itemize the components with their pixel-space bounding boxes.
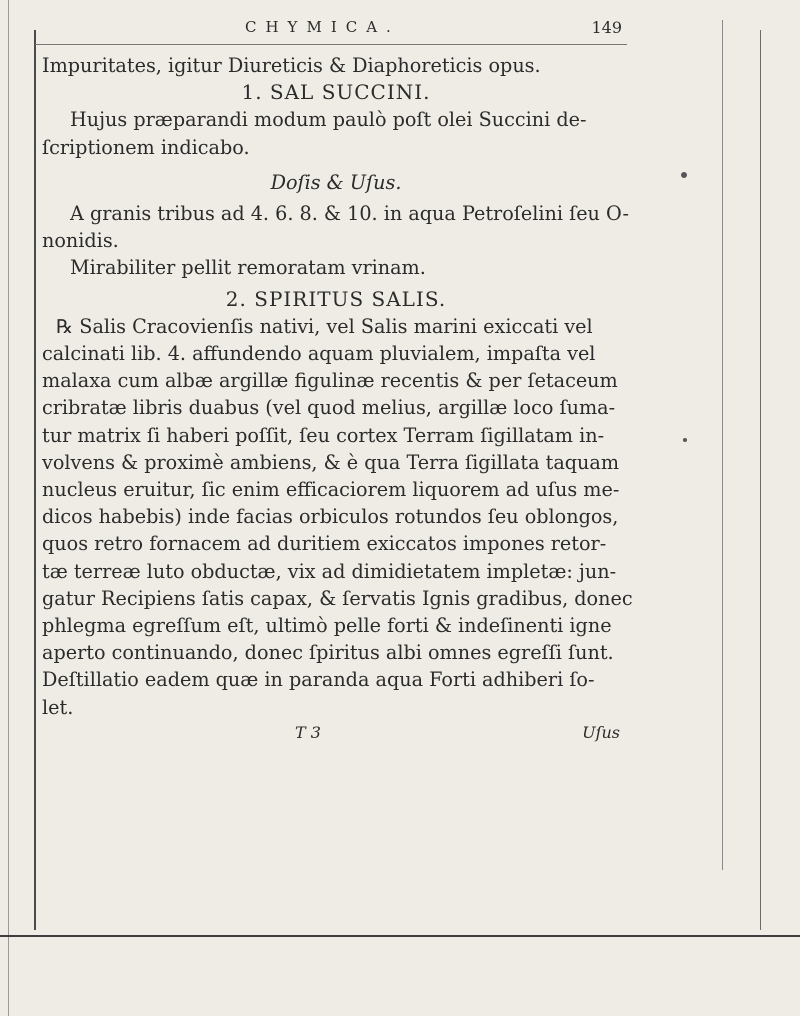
page-edge-bottom — [0, 935, 800, 937]
page-footer — [40, 721, 630, 753]
text-line: Deſtillatio eadem quæ in paranda aqua Forti adhiberi ſo- — [42, 668, 595, 692]
text-line: Mirabiliter pellit remoratam vrinam. — [70, 256, 426, 280]
specks — [683, 438, 687, 442]
text-line: ℞ Salis Cracovienſis nativi, vel Salis marini exiccati vel — [56, 314, 593, 338]
signature-mark: T 3 — [295, 722, 321, 742]
running-head — [40, 12, 630, 42]
page-edge-right-outer — [760, 30, 761, 930]
text-line: malaxa cum albæ argillæ figulinæ recentis & per ſetaceum — [42, 369, 618, 393]
section-heading: 2. SPIRITUS SALIS. — [225, 286, 447, 311]
page-number: 149 — [591, 18, 622, 37]
text-line: gatur Recipiens ſatis capax, & ſervatis Ignis gradibus, donec — [42, 586, 633, 610]
book-page — [40, 12, 633, 753]
body-text — [40, 52, 633, 721]
specks — [681, 172, 687, 178]
text-line: tæ terreæ luto obductæ, vix ad dimidietatem impletæ: jun- — [42, 559, 617, 583]
text-line: nucleus eruitur, ſic enim efficaciorem liquorem ad uſus me- — [42, 478, 620, 502]
text-line: nonidis. — [42, 229, 119, 253]
text-line: aperto continuando, donec ſpiritus albi omnes egreſſi ſunt. — [42, 641, 614, 665]
text-line: quos retro fornacem ad duritiem exiccatos impones retor- — [42, 532, 607, 556]
page-edge-left-inner — [34, 30, 36, 930]
running-title: CHYMICA. — [245, 18, 400, 36]
catchword: Uſus — [582, 722, 620, 742]
text-line: Impuritates, igitur Diureticis & Diaphoreticis opus. — [42, 54, 541, 77]
text-line: volvens & proximè ambiens, & è qua Terra ſigillata taquam — [42, 450, 620, 474]
section-heading: 1. SAL SUCCINI. — [241, 80, 431, 105]
text-line: calcinati lib. 4. affundendo aquam pluvialem, impaſta vel — [42, 342, 596, 366]
text-line: cribratæ libris duabus (vel quod melius, argillæ loco ſuma- — [42, 396, 616, 420]
subheading: Doſis & Uſus. — [270, 170, 402, 194]
page-edge-left-outer — [8, 0, 9, 1016]
text-line: Hujus præparandi modum paulò poſt olei Succini de- — [70, 108, 587, 132]
text-line: A granis tribus ad 4. 6. 8. & 10. in aqua Petroſelini ſeu O- — [70, 202, 629, 226]
text-line: let. — [42, 695, 74, 719]
page-edge-right-inner — [722, 20, 723, 870]
text-line: dicos habebis) inde facias orbiculos rotundos ſeu oblongos, — [42, 505, 619, 529]
text-line: phlegma egreſſum eſt, ultimò pelle forti & indeſinenti igne — [42, 614, 612, 638]
text-line: ſcriptionem indicabo. — [42, 135, 250, 159]
text-line: tur matrix ſi haberi poſſit, ſeu cortex Terram ſigillatam in- — [42, 423, 605, 447]
